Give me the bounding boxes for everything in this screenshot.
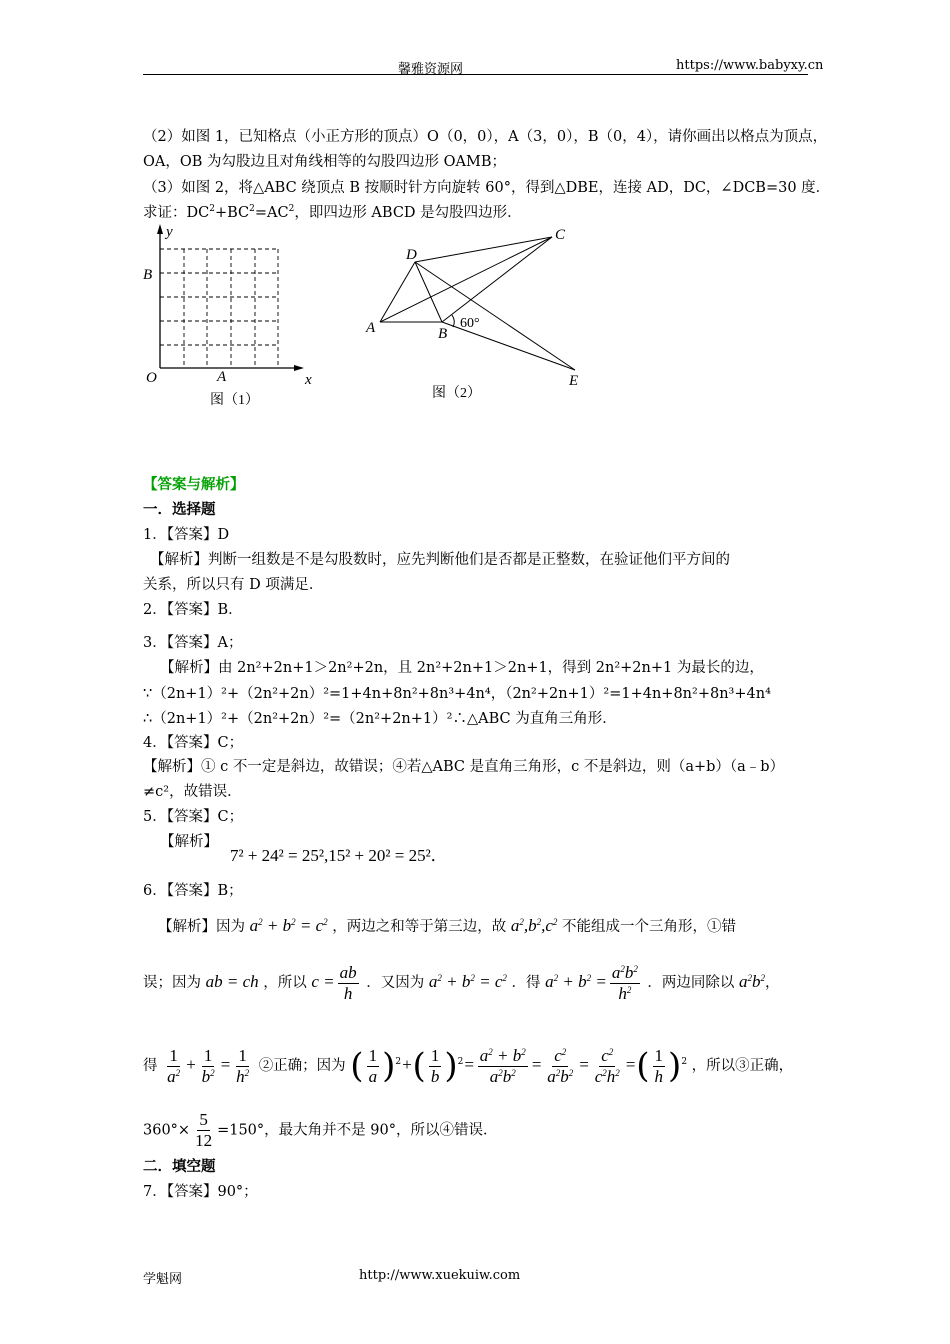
q4-explanation-1: 【解析】① c 不一定是斜边，故错误；④若△ABC 是直角三角形，c 不是斜边，则（a+b）（a﹣b）: [143, 759, 785, 775]
header-divider: [143, 74, 808, 75]
problem-3-line-1: （3）如图 2，将△ABC 绕顶点 B 按顺时针方向旋转 60°，得到△DBE，连接 AD，DC，∠DCB=30 度．: [143, 180, 831, 196]
y-axis-arrow: [157, 224, 163, 234]
formula-a2b2c2: $a^2,b^2,c^2$: [510, 916, 558, 935]
angle-label: 60°: [460, 316, 480, 331]
label-a: A: [217, 369, 227, 385]
header-site-name: 馨雅资源网: [398, 62, 464, 77]
label-o: O: [146, 370, 157, 386]
seg-dc: [415, 237, 552, 262]
q5-formula: 7² + 24² = 25²,15² + 20² = 25²．: [230, 846, 448, 865]
q7-answer: 7．【答案】90°；: [143, 1184, 258, 1200]
q1-answer: 1．【答案】D: [143, 527, 230, 543]
q3-explanation-1: 【解析】由 2n²+2n+1＞2n²+2n，且 2n²+2n+1＞2n+1，得到 2n²+2n+1 为最长的边，: [160, 660, 764, 676]
problem-3-line-2: 求证：$DC^2+BC^2=AC^2$，即四边形 ABCD 是勾股四边形．: [143, 204, 522, 221]
figure-1-grid: [140, 222, 330, 412]
formula-a2-b2-c2: $a^2 + b^2 = c^2$: [249, 916, 328, 935]
section-1-title: 一．选择题: [143, 501, 216, 518]
label-b: B: [438, 326, 448, 342]
problem-2-line-1: （2）如图 1，已知格点（小正方形的顶点）O（0，0），A（3，0），B（0，4），请你画出以格点为顶点，: [143, 129, 828, 145]
seg-bc: [442, 237, 552, 322]
figure-2-caption: 图（2）: [432, 386, 481, 401]
problem-2-line-2: OA，OB 为勾股边且对角线相等的勾股四边形 OAMB；: [143, 154, 506, 170]
figure-2-triangles: [360, 222, 590, 407]
q2-answer: 2．【答案】B．: [143, 602, 243, 618]
angle-arc: [452, 315, 454, 327]
fraction-a2b2-over-h2: $\frac{a^2b^2}{h^2}$: [611, 962, 638, 1003]
q6-explanation-1: 【解析】因为 $a^2 + b^2 = c^2$ ，两边之和等于第三边，故 $a^2,b^2,c^2$ 不能组成一个三角形，①错: [158, 916, 736, 935]
formula-ab-ch: ab = ch: [205, 972, 259, 991]
figure-1-caption: 图（1）: [210, 393, 259, 408]
footer-url[interactable]: http://www.xuekuiw.com: [359, 1268, 521, 1283]
label-a: A: [366, 320, 376, 336]
q3-explanation-2: ∵（2n+1）²+（2n²+2n）²=1+4n+8n²+8n³+4n⁴，（2n²+2n+1）²=1+4n+8n²+8n³+4n⁴: [143, 686, 771, 702]
q1-explanation-1: 【解析】判断一组数是不是勾股数时，应先判断他们是否都是正整数，在验证他们平方间的: [150, 552, 730, 568]
q6-explanation-3: 得 $\frac{1}{a^2}$ + $\frac{1}{b^2}$ = $\frac{1}{h^2}$ ②正确；因为 ( $\frac{1}{a}$ )$^2$+( $\frac{1}{b}$ )$^2$= $\frac{a^2 + b^2}{a^2b^2}$ = $\frac{c^2}{a^2b^2}$ = $\frac{c^2}{c^2h^2}$ =( $\frac{1}{h}$ )$^2$ ，所以③正确，: [143, 1045, 794, 1086]
q6-explanation-2: 误；因为 ab = ch ，所以 c = $\frac{ab}{h}$ ．又因为 $a^2 + b^2 = c^2$ ．得 $a^2 + b^2$ = $\frac{a^2b^2}{h^2}$ ．两边同除以 $a^2b^2$，: [143, 962, 780, 1003]
q5-explanation-label: 【解析】: [160, 834, 218, 850]
label-c: C: [555, 227, 566, 243]
q3-explanation-3: ∴（2n+1）²+（2n²+2n）²=（2n²+2n+1）²∴△ABC 为直角三角形．: [143, 711, 617, 727]
footer-left: 学魁网: [143, 1272, 183, 1287]
grid-dashed-lines: [160, 249, 278, 368]
label-y: y: [166, 224, 173, 240]
fraction-ab-over-h: $\frac{ab}{h}$: [339, 962, 357, 1003]
q1-explanation-2: 关系，所以只有 D 项满足．: [143, 577, 324, 593]
q4-explanation-2: ≠c²，故错误．: [143, 784, 242, 800]
header-site-url[interactable]: https://www.babyxy.cn: [676, 58, 824, 73]
label-x: x: [305, 372, 312, 388]
label-b: B: [143, 267, 153, 283]
answers-title: 【答案与解析】: [143, 476, 245, 493]
label-d: D: [406, 247, 417, 263]
q5-answer: 5．【答案】C；: [143, 809, 244, 825]
x-axis-arrow: [294, 365, 304, 371]
q6-answer: 6．【答案】B；: [143, 883, 243, 899]
q6-explanation-4: 360°× $\frac{5}{12}$ =150°，最大角并不是 90°，所以④错误．: [143, 1110, 498, 1150]
q3-answer: 3．【答案】A；: [143, 635, 243, 651]
q4-answer: 4．【答案】C；: [143, 735, 244, 751]
label-e: E: [569, 373, 579, 389]
section-2-title: 二．填空题: [143, 1158, 216, 1175]
